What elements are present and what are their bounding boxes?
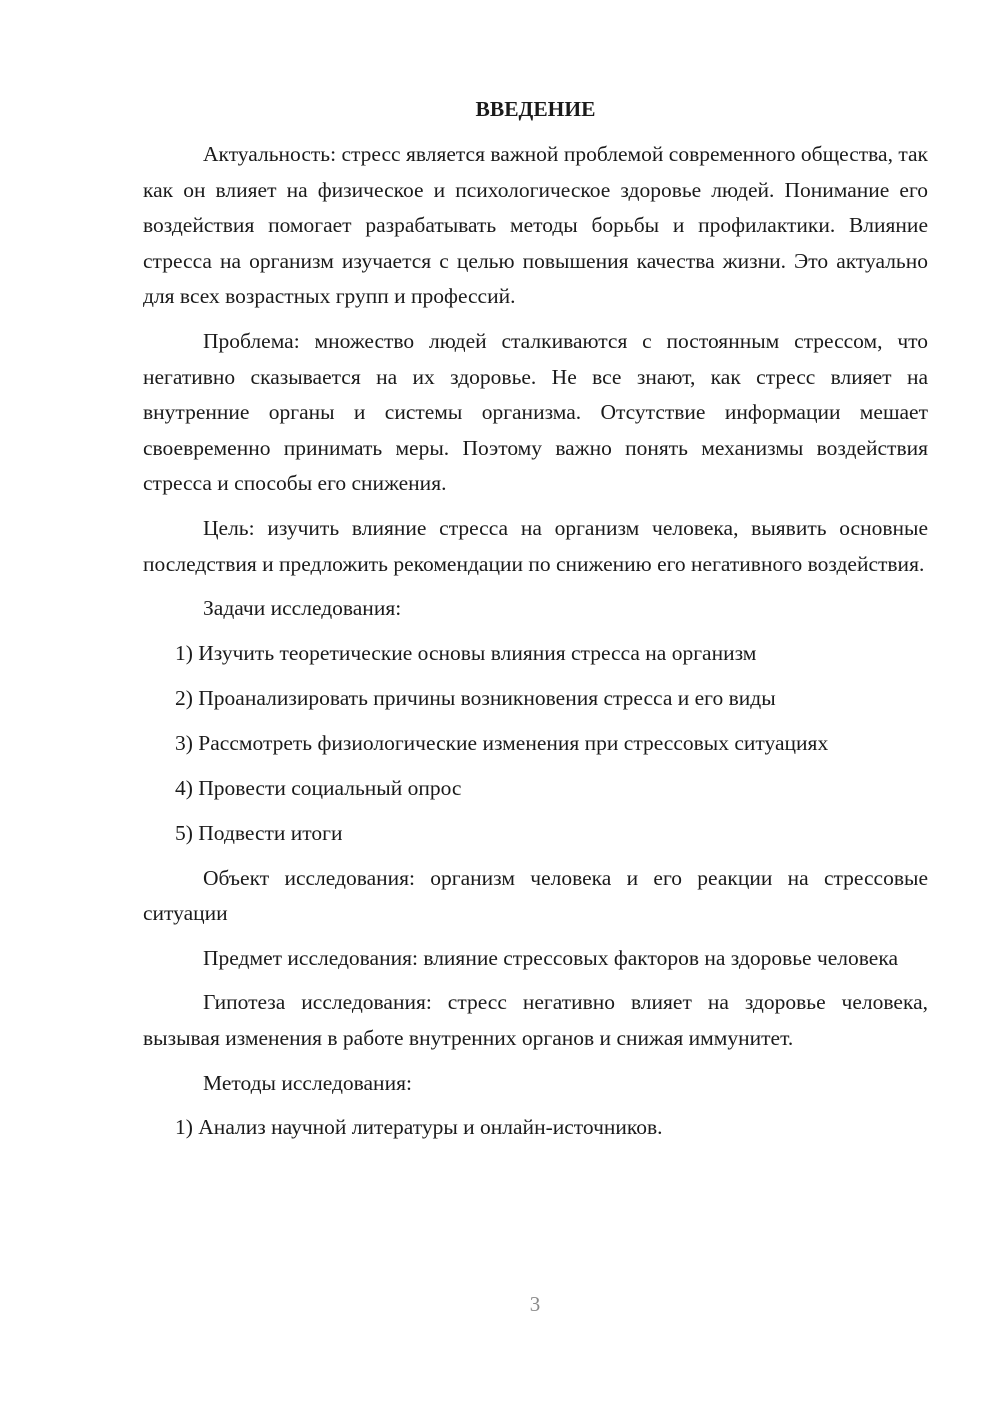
tasks-list: [143, 636, 928, 852]
tasks-label: Задачи исследования:: [203, 596, 402, 621]
page-title: ВВЕДЕНИЕ: [475, 97, 596, 121]
list-item: 1) Изучить теоретические основы влияния стресса на организм: [175, 640, 757, 665]
subject-paragraph: Предмет исследования: влияние стрессовых факторов на здоровье человека: [203, 945, 899, 970]
list-item: 1) Анализ научной литературы и онлайн-источников.: [175, 1115, 663, 1140]
problem-paragraph: Проблема: множество людей сталкиваются с постоянным стрессом, что негативно сказывается на их здоровье. Не все знают, как стресс влияет на внутренние органы и системы организма. Отсутствие информации мешает своевременно принимать меры. Поэтому важно понять механизмы воздействия стресса и способы его снижения.: [143, 328, 928, 496]
methods-label: Методы исследования:: [203, 1070, 412, 1095]
page-number: 3: [529, 1292, 541, 1316]
list-item: 3) Рассмотреть физиологические изменения при стрессовых ситуациях: [175, 730, 829, 755]
methods-list: [143, 1110, 928, 1146]
hypothesis-paragraph: Гипотеза исследования: стресс негативно влияет на здоровье человека, вызывая изменения в работе внутренних органов и снижая иммунитет.: [143, 990, 928, 1051]
list-item: 2) Проанализировать причины возникновения стресса и его виды: [175, 685, 776, 710]
relevance-paragraph: Актуальность: стресс является важной проблемой современного общества, так как он влияет на физическое и психологическое здоровье людей. Понимание его воздействия помогает разрабатывать методы борьбы и профилактики. Влияние стресса на организм изучается с целью повышения качества жизни. Это актуально для всех возрастных групп и профессий.: [143, 142, 928, 309]
goal-paragraph: Цель: изучить влияние стресса на организм человека, выявить основные последствия и предложить рекомендации по снижению его негативного воздействия.: [143, 515, 928, 576]
object-paragraph: Объект исследования: организм человека и его реакции на стрессовые ситуации: [143, 865, 928, 926]
list-item: 5) Подвести итоги: [175, 820, 343, 845]
document-page: [143, 92, 928, 1155]
list-item: 4) Провести социальный опрос: [175, 775, 462, 800]
